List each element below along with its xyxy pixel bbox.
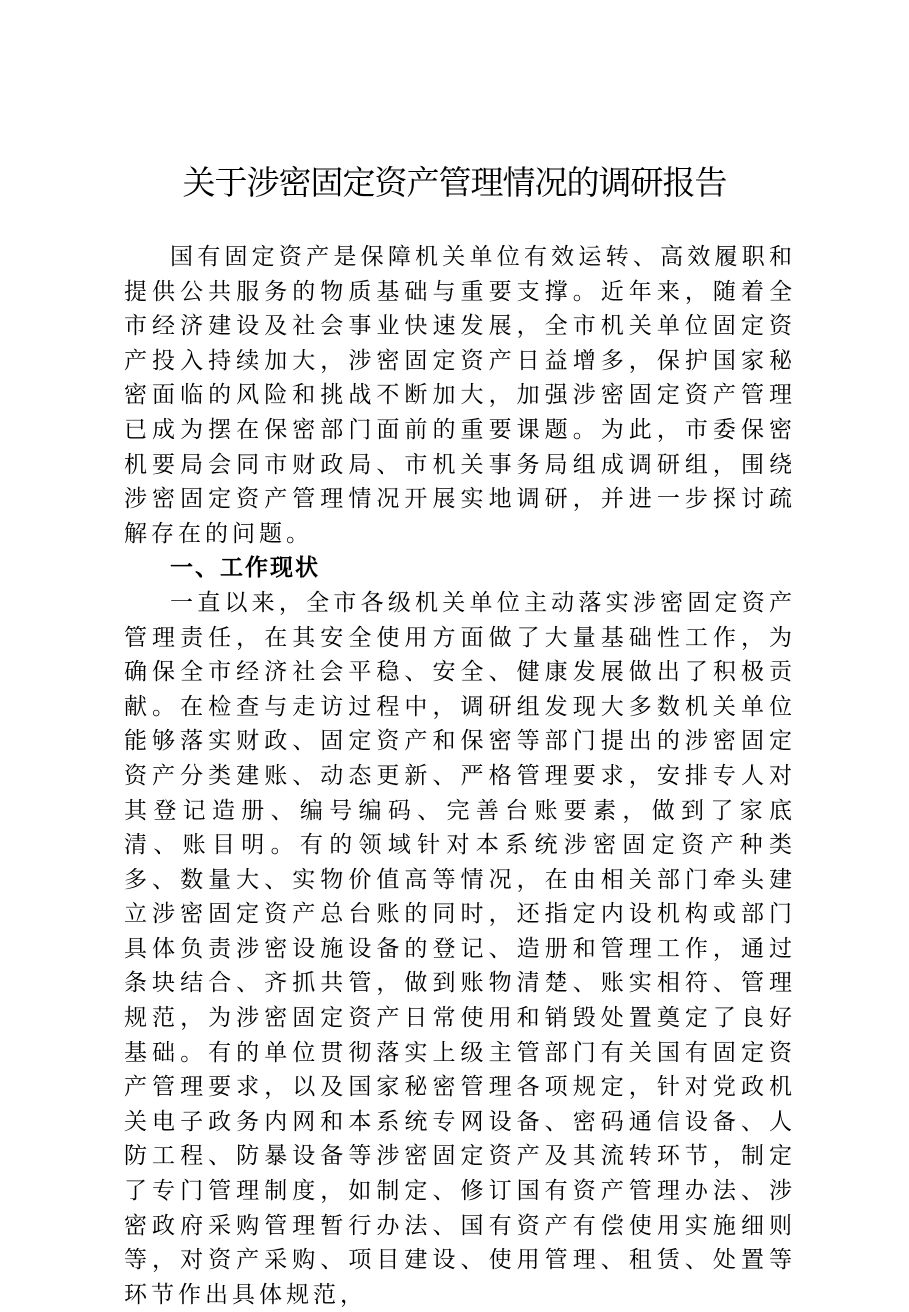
section-heading: 一、工作现状 <box>170 555 320 582</box>
document-title: 关于涉密固定资产管理情况的调研报告 <box>182 163 727 202</box>
section-paragraph: 一直以来，全市各级机关单位主动落实涉密固定资产管理责任，在其安全使用方面做了大量基础性工作，为确保全市经济社会平稳、安全、健康发展做出了积极贡献。在检查与走访过程中，调研组发现大多数机关单位能够落实财政、固定资产和保密等部门提出的涉密固定资产分类建账、动态更新、严格管理要求，安排专人对其登记造册、编号编码、完善台账要素，做到了家底清、账目明。有的领域针对本系统涉密固定资产种类多、数量大、实物价值高等情况，在由相关部门牵头建立涉密固定资产总台账的同时，还指定内设机构或部门具体负责涉密设施设备的登记、造册和管理工作，通过条块结合、齐抓共管，做到账物清楚、账实相符、管理规范，为涉密固定资产日常使用和销毁处置奠定了良好基础。有的单位贯彻落实上级主管部门有关国有固定资产管理要求，以及国家秘密管理各项规定，针对党政机关电子政务内网和本系统专网设备、密码通信设备、人防工程、防暴设备等涉密固定资产及其流转环节，制定了专门管理制度，如制定、修订国有资产管理办法、涉密政府采购管理暂行办法、国有资产有偿使用实施细则等，对资产采购、项目建设、使用管理、租赁、处置等环节作出具体规范， <box>124 589 796 1308</box>
document-body <box>124 240 796 1312</box>
intro-paragraph: 国有固定资产是保障机关单位有效运转、高效履职和提供公共服务的物质基础与重要支撑。近年来，随着全市经济建设及社会事业快速发展，全市机关单位固定资产投入持续加大，涉密固定资产日益增多，保护国家秘密面临的风险和挑战不断加大，加强涉密固定资产管理已成为摆在保密部门面前的重要课题。为此，市委保密机要局会同市财政局、市机关事务局组成调研组，围绕涉密固定资产管理情况开展实地调研，并进一步探讨疏解存在的问题。 <box>124 244 796 547</box>
